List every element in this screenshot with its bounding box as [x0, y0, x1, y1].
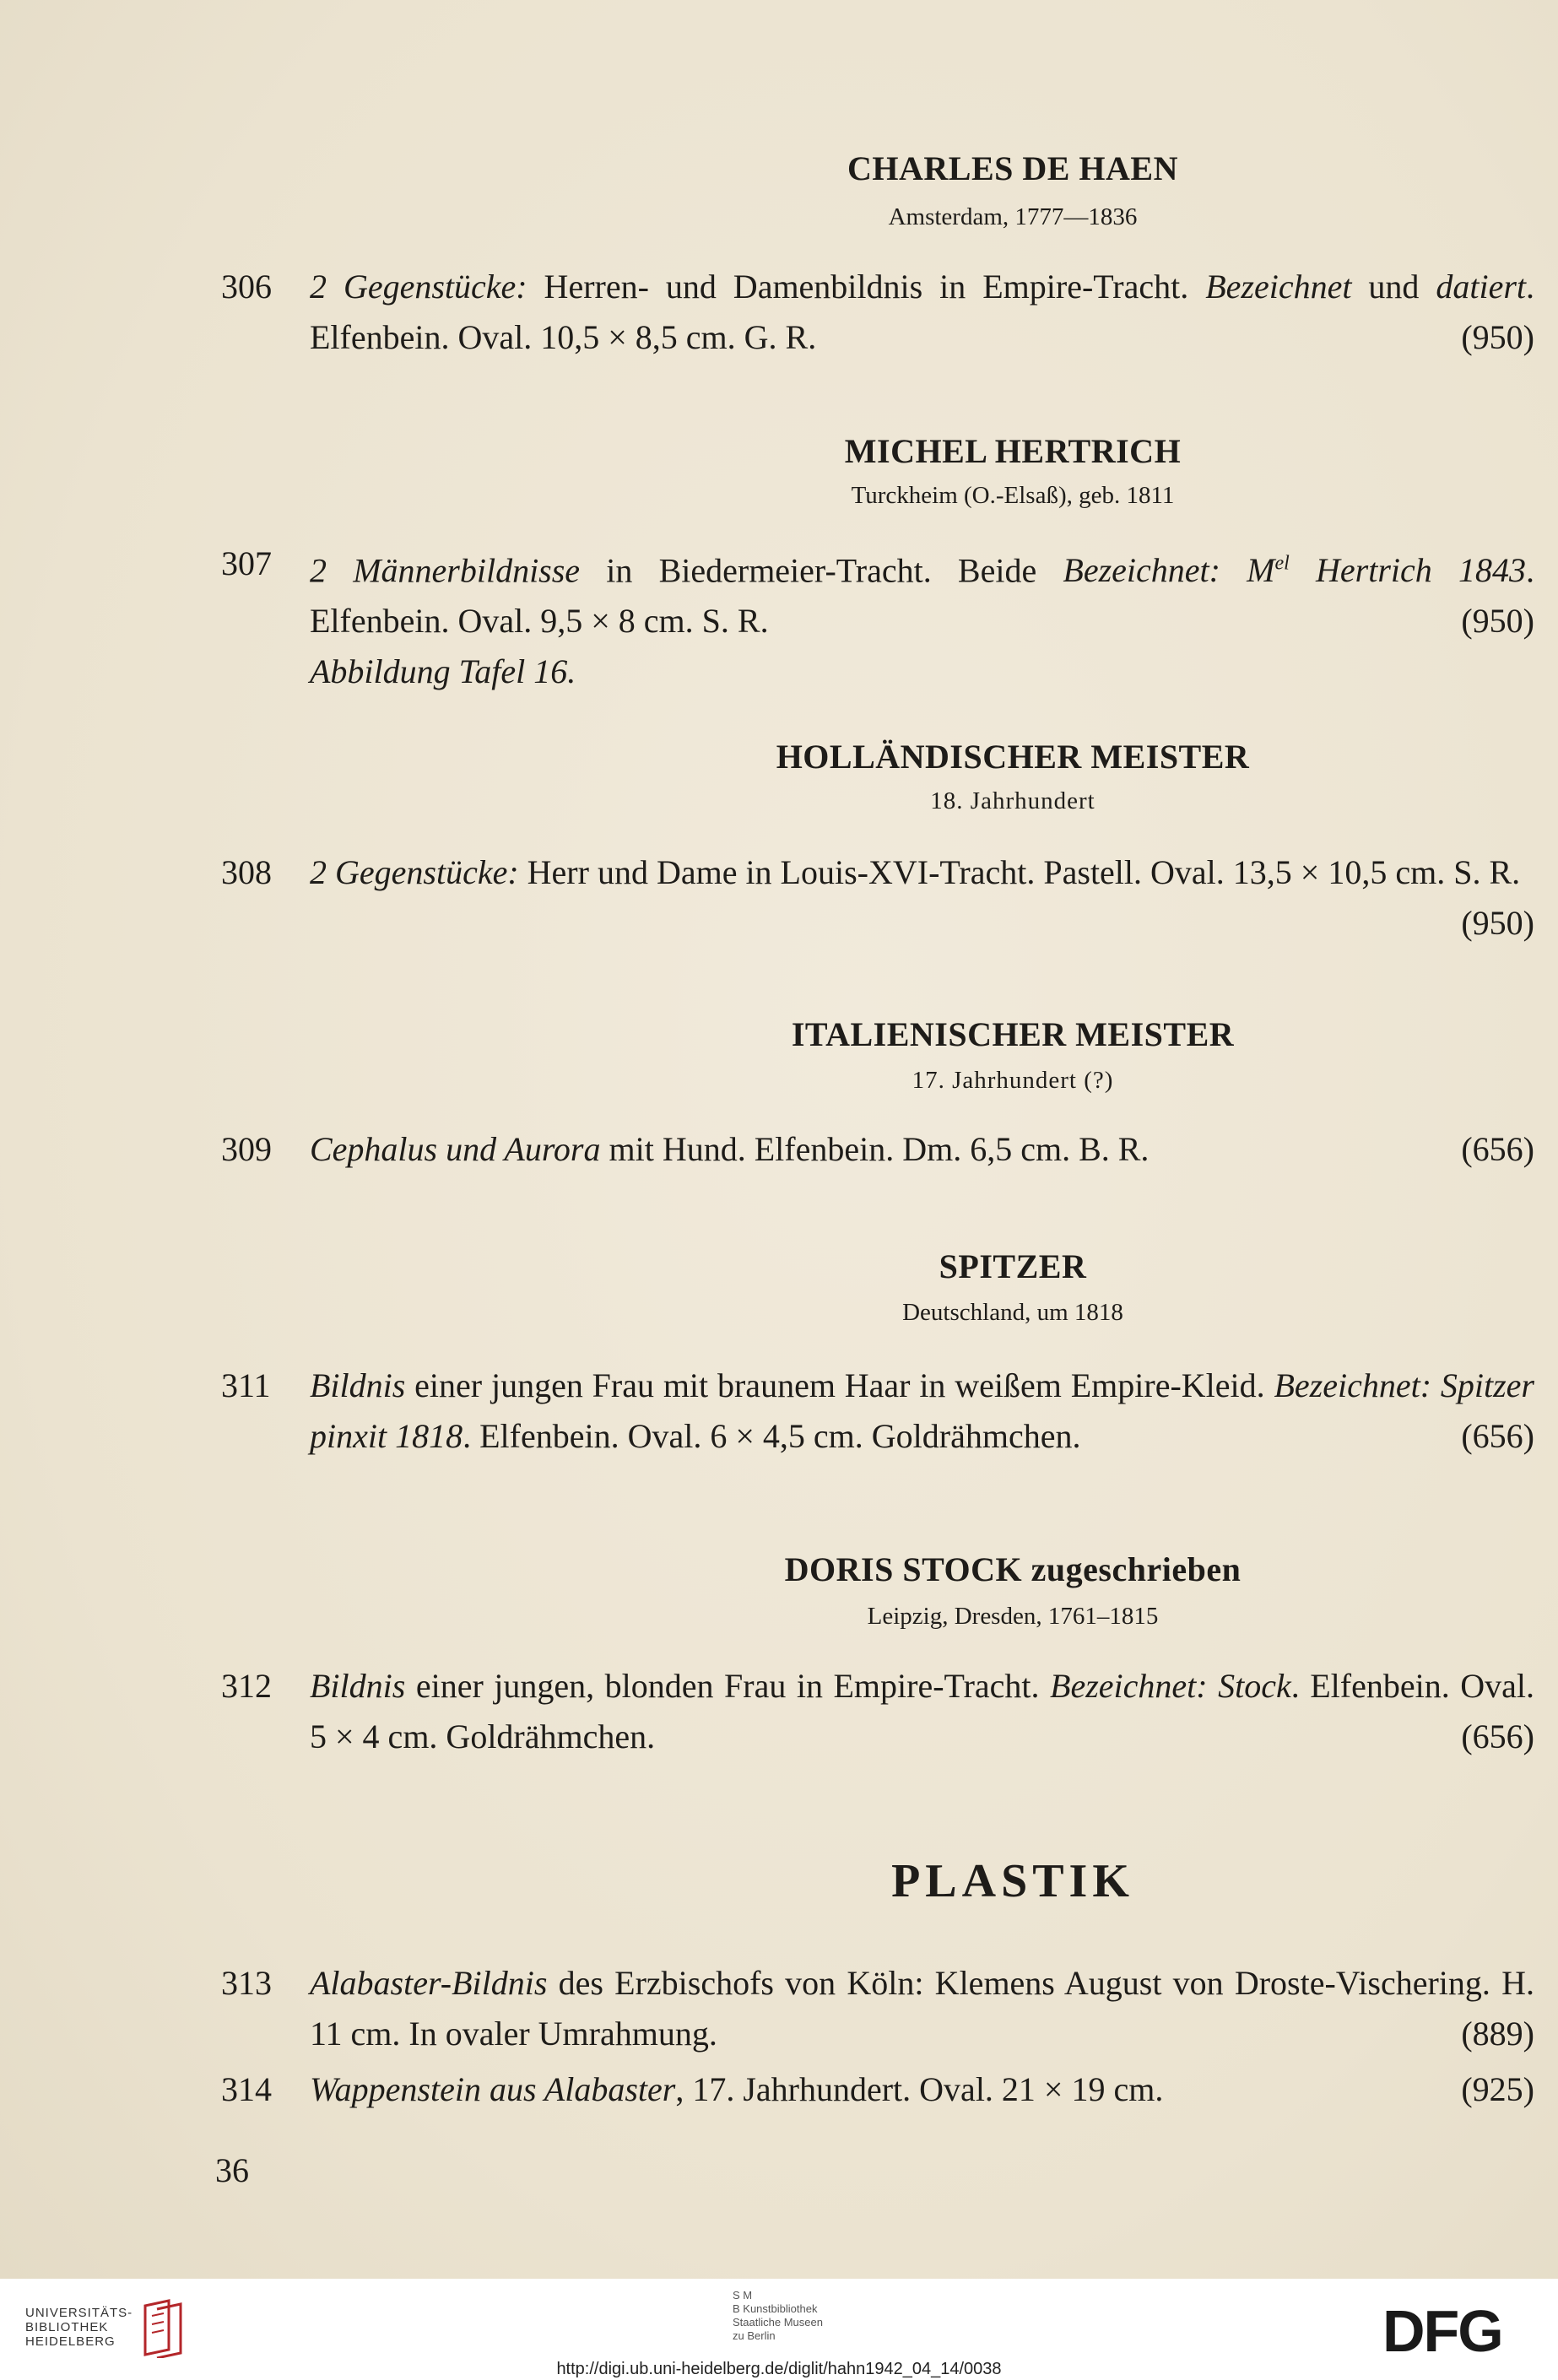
artist-heading: DORIS STOCK zugeschrieben — [784, 1550, 1242, 1588]
artist-subheading: Amsterdam, 1777—1836 — [888, 203, 1138, 230]
artist-heading: SPITZER — [939, 1247, 1087, 1285]
lot-estimate: (656) — [1461, 1717, 1534, 1755]
lot-number: 307 — [221, 544, 272, 582]
lot-description: 2 Gegenstücke: Herr und Dame in Louis-XVI-Tracht. Pastell. Oval. 13,5 × 10,5 cm. S. R. (950) — [310, 847, 1534, 949]
lot-number: 309 — [221, 1130, 272, 1168]
lot-description: Cephalus und Aurora mit Hund. Elfenbein. Dm. 6,5 cm. B. R. (656) — [310, 1124, 1534, 1175]
library-name: UNIVERSITÄTS- BIBLIOTHEK HEIDELBERG — [25, 2306, 133, 2349]
digitization-footer — [0, 2279, 1558, 2380]
source-url[interactable]: http://digi.ub.uni-heidelberg.de/diglit/hahn1942_04_14/0038 — [556, 2360, 1002, 2378]
lot-note: Abbildung Tafel 16. — [310, 652, 576, 691]
lot-number: 313 — [221, 1964, 272, 2002]
lot-estimate: (925) — [1461, 2070, 1534, 2108]
museum-credit: S M B Kunstbibliothek Staatliche Museen zu Berlin — [733, 2289, 823, 2342]
lot-description: 2 Gegenstücke: Herren- und Damenbildnis in Empire-Tracht. Bezeichnet und datiert. Elfenbein. Oval. 10,5 × 8,5 cm. G. R. (950) — [310, 262, 1534, 363]
lot-estimate: (950) — [1461, 318, 1534, 356]
lot-number: 311 — [221, 1366, 271, 1404]
lot-estimate: (950) — [1461, 904, 1534, 942]
lot-number: 312 — [221, 1667, 272, 1705]
lot-estimate: (950) — [1461, 602, 1534, 641]
lot-estimate: (889) — [1461, 2015, 1534, 2053]
dfg-logo: DFG — [1382, 2298, 1502, 2364]
lot-description: 2 Männerbildnisse in Biedermeier-Tracht. Beide Bezeichnet: $M^{el}$ Hertrich 1843. Elfenbein. Oval. 9,5 × 8 cm. S. R. (950) Abbildung Tafel 16. — [310, 551, 1534, 691]
artist-subheading: Turckheim (O.-Elsaß), geb. 1811 — [851, 482, 1175, 509]
lot-number: 306 — [221, 268, 272, 306]
lot-description: Bildnis einer jungen Frau mit braunem Haar in weißem Empire-Kleid. Bezeichnet: Spitzer pinxit 1818. Elfenbein. Oval. 6 × 4,5 cm. Goldrähmchen. (656) — [310, 1360, 1534, 1462]
lot-description: Bildnis einer jungen, blonden Frau in Empire-Tracht. Bezeichnet: Stock. Elfenbein. Oval. 5 × 4 cm. Goldrähmchen. (656) — [310, 1661, 1534, 1762]
artist-subheading: Deutschland, um 1818 — [902, 1299, 1123, 1326]
artist-subheading: 17. Jahrhundert (?) — [912, 1067, 1114, 1094]
section-title: PLASTIK — [891, 1855, 1134, 1907]
page-number: 36 — [215, 2151, 249, 2189]
artist-heading: HOLLÄNDISCHER MEISTER — [776, 738, 1250, 776]
artist-heading: ITALIENISCHER MEISTER — [791, 1015, 1235, 1053]
lot-number: 308 — [221, 853, 272, 891]
lot-entry — [221, 847, 1534, 1101]
artist-heading: CHARLES DE HAEN — [847, 149, 1178, 187]
lot-description: Alabaster-Bildnis des Erzbischofs von Köln: Klemens August von Droste-Vischering. H. 11 cm. In ovaler Umrahmung. (889) — [310, 1958, 1534, 2059]
artist-heading: MICHEL HERTRICH — [844, 432, 1182, 470]
lot-entry — [221, 262, 1534, 515]
library-logo-icon — [140, 2297, 187, 2358]
lot-estimate: (656) — [1461, 1130, 1534, 1168]
lot-number: 314 — [221, 2070, 272, 2108]
lot-description: Wappenstein aus Alabaster, 17. Jahrhundert. Oval. 21 × 19 cm. (925) — [310, 2064, 1534, 2115]
artist-subheading: 18. Jahrhundert — [930, 787, 1095, 814]
artist-subheading: Leipzig, Dresden, 1761–1815 — [867, 1603, 1159, 1630]
lot-estimate: (656) — [1461, 1417, 1534, 1455]
